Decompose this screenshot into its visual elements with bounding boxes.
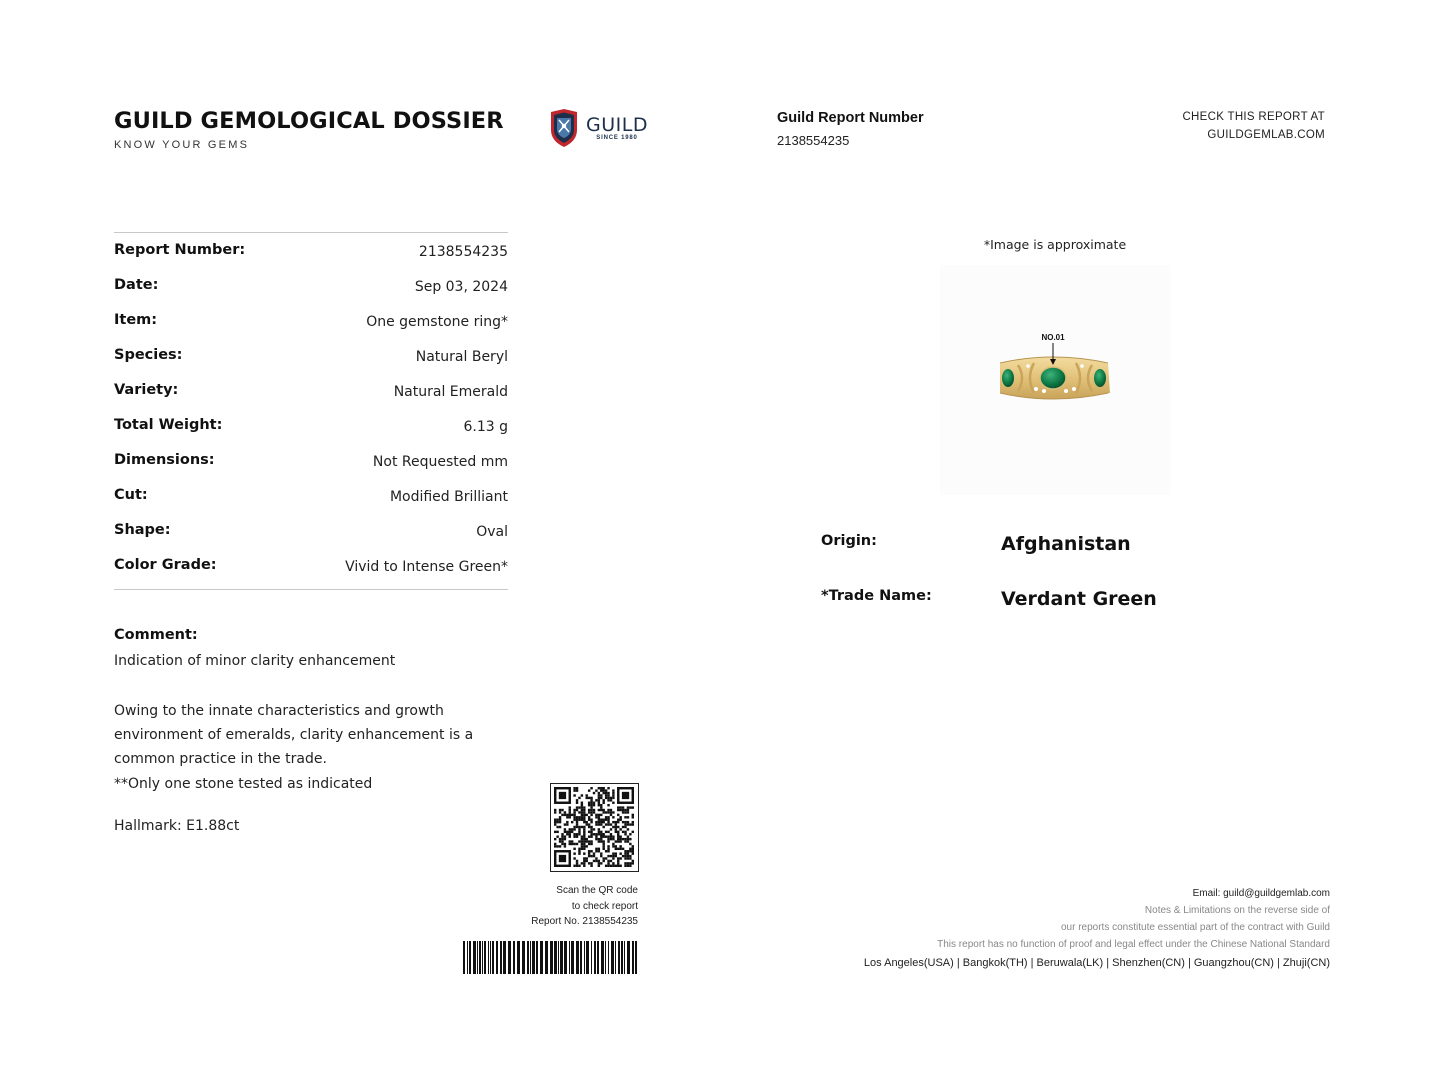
detail-value: Natural Emerald [393,384,508,400]
detail-value: Natural Beryl [415,349,508,365]
detail-label: Date: [114,277,159,293]
comment-line: common practice in the trade. [114,751,327,768]
footer-note-2: our reports constitute essential part of the contract with Guild [1060,922,1330,933]
report-number-value: 2138554235 [777,133,850,148]
logo-wordmark: GUILD [586,114,648,136]
comment-line: Owing to the innate characteristics and growth [114,703,444,719]
check-report-link[interactable]: GUILDGEMLAB.COM [1207,129,1325,141]
detail-label: Cut: [114,487,148,503]
origin-label: Origin: [821,533,877,549]
dossier-title: GUILD GEMOLOGICAL DOSSIER [114,108,504,134]
footer-note-1: Notes & Limitations on the reverse side of [1144,905,1330,916]
detail-row-date [114,275,508,310]
divider-bottom [114,589,508,590]
qr-code[interactable] [550,783,639,872]
emerald-ring-illustration [940,265,1170,495]
barcode-icon [463,941,639,974]
comment-paragraph [114,699,514,796]
detail-row-total-weight [114,415,508,450]
detail-row-item [114,310,508,345]
guild-logo [549,108,648,148]
trade-name-value: Verdant Green [1001,588,1157,610]
divider-top [114,232,508,233]
detail-value: Modified Brilliant [389,489,508,505]
qr-caption-report-no: Report No. 2138554235 [531,916,638,927]
detail-row-shape [114,520,508,555]
detail-row-color-grade [114,555,508,590]
detail-label: Report Number: [114,242,246,258]
shield-logo-icon [549,108,579,148]
logo-since: SINCE 1980 [596,135,638,141]
qr-code-icon [554,787,634,867]
dossier-tagline: KNOW YOUR GEMS [114,139,250,151]
detail-value: Vivid to Intense Green* [345,559,508,575]
detail-value: Not Requested mm [372,454,508,470]
detail-label: Species: [114,347,183,363]
detail-value: 6.13 g [463,419,508,435]
detail-row-species [114,345,508,380]
comment-text: Indication of minor clarity enhancement [114,653,396,669]
detail-label: Dimensions: [114,452,215,468]
comment-line: environment of emeralds, clarity enhancement is a [114,727,474,744]
detail-row-variety [114,380,508,415]
detail-value: 2138554235 [418,244,508,260]
check-report-line1: CHECK THIS REPORT AT [1182,111,1325,123]
comment-line: **Only one stone tested as indicated [114,775,373,792]
detail-label: Total Weight: [114,417,223,433]
comment-label: Comment: [114,627,198,643]
ring-image [940,265,1170,495]
report-number-heading: Guild Report Number [777,110,924,126]
qr-caption-line2: to check report [571,901,638,912]
hallmark-text: Hallmark: E1.88ct [114,818,240,834]
detail-row-report-number [114,240,508,275]
detail-label: Item: [114,312,158,328]
footer-note-3: This report has no function of proof and legal effect under the Chinese National Standard [937,939,1330,950]
image-approximate-note: *Image is approximate [983,237,1127,252]
footer-locations: Los Angeles(USA) | Bangkok(TH) | Beruwala(LK) | Shenzhen(CN) | Guangzhou(CN) | Zhuji(CN) [863,957,1330,969]
detail-value: Sep 03, 2024 [414,279,508,295]
detail-value: One gemstone ring* [366,314,508,330]
details-table [114,240,508,590]
origin-value: Afghanistan [1001,533,1131,555]
qr-caption-line1: Scan the QR code [556,885,638,896]
stone-marker-label: NO.01 [1041,333,1065,342]
trade-name-label: *Trade Name: [821,588,932,604]
detail-label: Color Grade: [114,557,217,573]
detail-label: Shape: [114,522,171,538]
detail-value: Oval [476,524,508,540]
detail-label: Variety: [114,382,179,398]
footer-email[interactable]: Email: guild@guildgemlab.com [1192,888,1330,899]
detail-row-dimensions [114,450,508,485]
detail-row-cut [114,485,508,520]
